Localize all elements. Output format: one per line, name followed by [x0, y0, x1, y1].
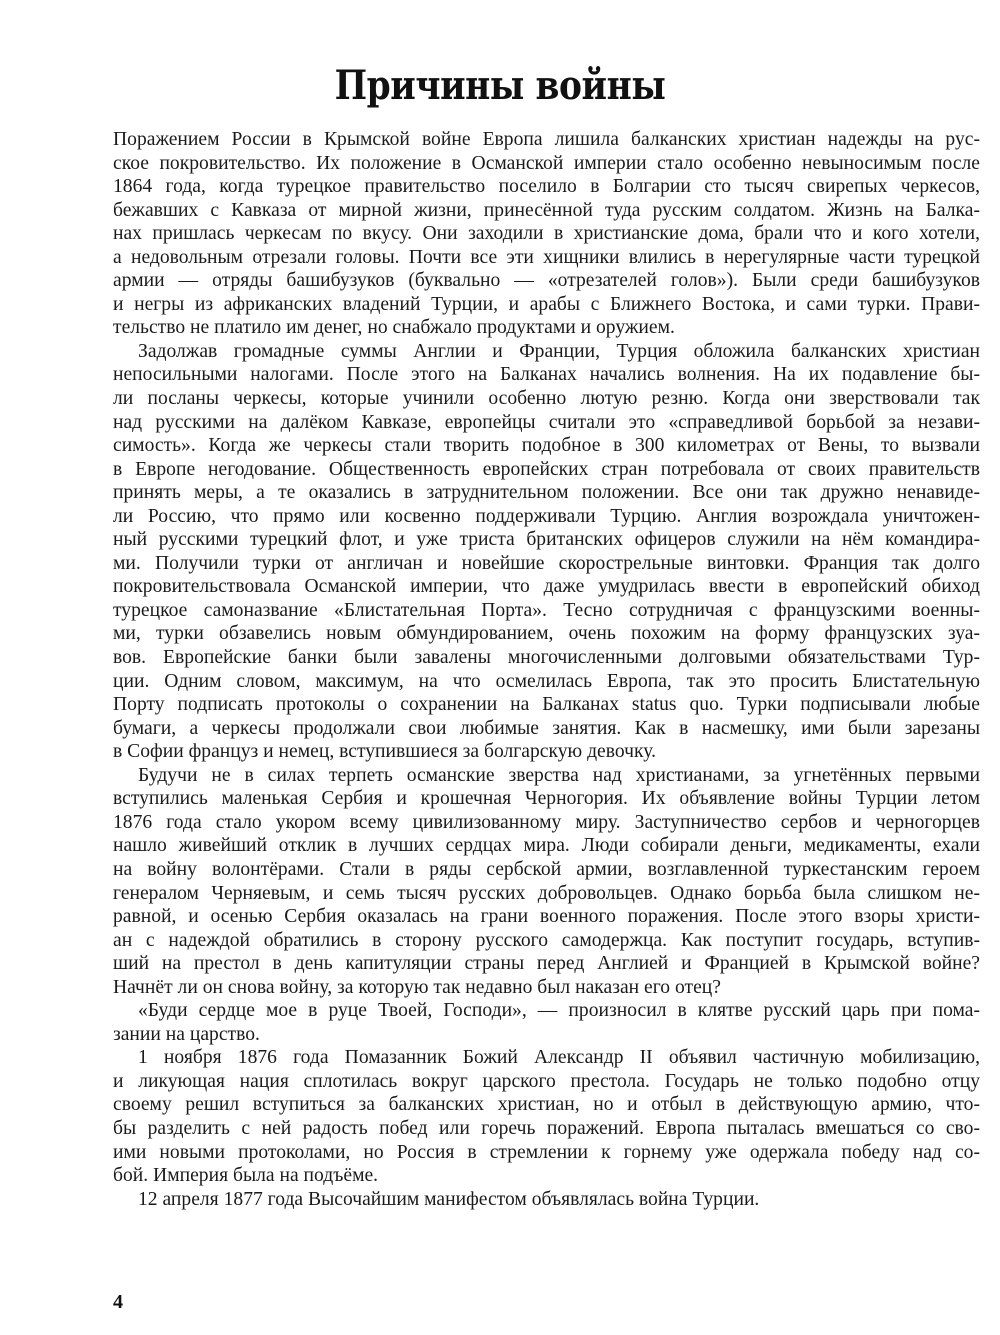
page-number: 4: [113, 1291, 123, 1313]
text-line: равной, и осенью Сербия оказалась на грани военного поражения. После этого взоры христи-: [113, 906, 980, 928]
text-line: на войну волонтёрами. Стали в ряды сербской армии, возглавленной туркестанским героем: [113, 858, 980, 880]
text-line: непосильными налогами. После этого на Балканах начались волнения. На их подавление бы-: [113, 364, 980, 386]
paragraph: [113, 1188, 980, 1212]
paragraph: [113, 1046, 980, 1187]
text-line: ции. Одним словом, максимум, на что осмелилась Европа, так это просить Блистательную: [113, 670, 980, 692]
text-line: и ликующая нация сплотилась вокруг царского престола. Государь не только подобно отцу: [113, 1070, 980, 1092]
paragraph: [113, 340, 980, 764]
text-line: над русскими на далёком Кавказе, европейцы считали это «справедливой борьбой за незави-: [113, 411, 980, 433]
text-line: ли Россию, что прямо или косвенно поддерживали Турцию. Англия возрождала уничтожен-: [113, 505, 980, 527]
text-line: ший на престол в день капитуляции страны перед Англией и Францией в Крымской войне?: [113, 953, 980, 975]
text-line: бой. Империя была на подъёме.: [113, 1165, 379, 1187]
text-line: генералом Черняевым, и семь тысяч русских добровольцев. Однако борьба была слишком не-: [113, 882, 980, 904]
text-line: зании на царство.: [113, 1023, 260, 1045]
text-line: ими новыми протоколами, но Россия в стремлении к горнему уже одержала победу над со-: [113, 1141, 980, 1163]
text-line: Будучи не в силах терпеть османские зверства над христианами, за угнетённых первыми: [138, 764, 980, 786]
text-line: 1876 года стало укором всему цивилизованному миру. Заступничество сербов и черногорцев: [113, 811, 980, 833]
text-line: в Европе негодование. Общественность европейских стран потребовала от своих правительств: [113, 458, 980, 480]
text-line: Порту подписать протоколы о сохранении на Балканах status quo. Турки подписывали любые: [113, 694, 980, 716]
text-line: турецкое самоназвание «Блистательная Порта». Тесно сотрудничая с французскими военны-: [113, 599, 980, 621]
text-line: 1864 года, когда турецкое правительство поселило в Болгарии сто тысяч свирепых черкесов,: [113, 176, 980, 198]
text-line: 1 ноября 1876 года Помазанник Божий Александр II объявил частичную мобилизацию,: [138, 1047, 980, 1069]
page-title: Причины войны: [334, 62, 666, 109]
text-line: Начнёт ли он снова войну, за которую так недавно был наказан его отец?: [113, 976, 721, 998]
text-line: Поражением России в Крымской войне Европа лишила балканских христиан надежды на рус-: [113, 129, 980, 150]
text-line: ми. Получили турки от англичан и новейшие скорострельные винтовки. Франция так долго: [113, 552, 980, 574]
paragraph: [113, 999, 980, 1046]
text-line: симость». Когда же черкесы стали творить подобное в 300 километрах от Вены, то вызвали: [113, 435, 980, 457]
text-line: 12 апреля 1877 года Высочайшим манифестом объявлялась война Турции.: [138, 1188, 760, 1210]
text-line: принять меры, а те оказались в затруднительном положении. Все они так дружно ненавиде-: [113, 482, 980, 504]
text-line: в Софии француз и немец, вступившиеся за болгарскую девочку.: [113, 741, 656, 763]
text-line: бумаги, а черкесы продолжали свои любимые занятия. Как в насмешку, ими были зарезаны: [113, 717, 980, 739]
text-line: бы разделить с ней радость побед или горечь поражений. Европа пыталась вмешаться со сво-: [113, 1117, 980, 1139]
text-line: бежавших с Кавказа от мирной жизни, принесённой туда русским солдатом. Жизнь на Балка-: [113, 199, 980, 221]
text-line: своему решил вступиться за балканских христиан, но и отбыл в действующую армию, что-: [113, 1094, 980, 1116]
text-line: и негры из африканских владений Турции, и арабы с Ближнего Востока, и сами турки. Прави-: [113, 293, 980, 315]
text-line: вов. Европейские банки были завалены многочисленными долговыми обязательствами Тур-: [113, 647, 980, 669]
text-line: ли посланы черкесы, которые учинили особенно лютую резню. Когда они зверствовали так: [113, 388, 980, 410]
text-line: «Буди сердце мое в руце Твоей, Господи», — произносил в клятве русский царь при пома-: [138, 1000, 980, 1022]
text-line: Задолжав громадные суммы Англии и Франции, Турция обложила балканских христиан: [138, 340, 980, 362]
text-line: ское покровительство. Их положение в Османской империи стало особенно невыносимым после: [113, 152, 980, 174]
text-line: ми, турки обзавелись новым обмундированием, очень похожим на форму французских зуа-: [113, 623, 980, 645]
body-text: [113, 128, 980, 1211]
text-line: покровительствовала Османской империи, что даже умудрилась ввести в европейский обиход: [113, 576, 980, 598]
text-line: вступились маленькая Сербия и крошечная Черногория. Их объявление войны Турции летом: [113, 788, 980, 810]
text-line: нашло живейший отклик в лучших сердцах мира. Люди собирали деньги, медикаменты, ехали: [113, 835, 980, 857]
text-line: тельство не платило им денег, но снабжало продуктами и оружием.: [113, 317, 675, 339]
text-line: армии — отряды башибузуков (буквально — «отрезателей голов»). Были среди башибузуков: [113, 270, 980, 292]
text-line: нах пришлась черкесам по вкусу. Они заходили в христианские дома, брали что и кого хотели,: [113, 223, 980, 245]
paragraph: [113, 764, 980, 999]
text-line: ан с надеждой обратились в сторону русского самодержца. Как поступит государь, вступив-: [113, 929, 980, 951]
paragraph: [113, 128, 980, 340]
text-line: ный русскими турецкий флот, и уже триста британских офицеров служили на нём командира-: [113, 529, 980, 551]
text-line: а недовольным отрезали головы. Почти все эти хищники влились в нерегулярные части турецкой: [113, 246, 980, 268]
